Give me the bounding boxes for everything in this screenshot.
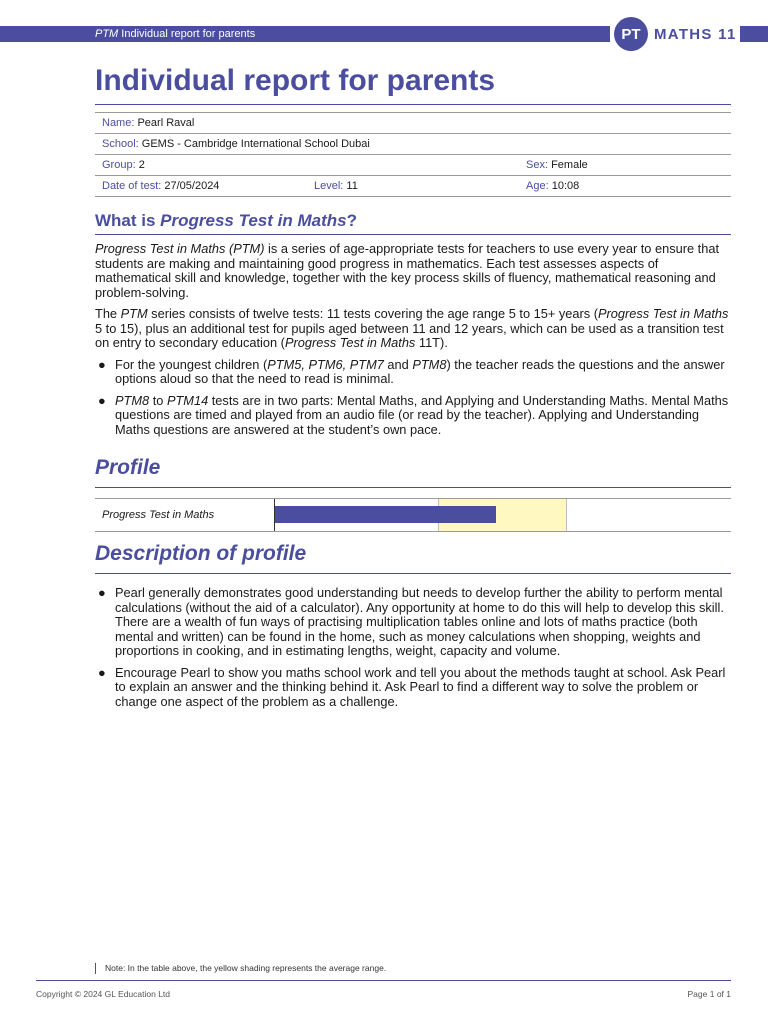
date-label: Date of test:	[102, 180, 162, 192]
bullet-icon: ●	[98, 585, 106, 600]
school-name: GEMS - Cambridge International School Dubai	[141, 138, 370, 150]
sex-label: Sex:	[526, 159, 549, 171]
student-name: Pearl Raval	[137, 117, 195, 129]
list-item	[95, 586, 733, 659]
bullet1-text-a: For the youngest children (	[115, 356, 268, 372]
page-number: Page 1 of 1	[687, 989, 731, 999]
header-title	[95, 26, 255, 42]
school-label: School:	[102, 138, 139, 150]
name-label: Name:	[102, 117, 135, 129]
profile-row-label: Progress Test in Maths	[102, 509, 215, 521]
bullet-icon: ●	[98, 664, 106, 680]
name-cell	[95, 113, 731, 134]
list-item	[95, 666, 733, 710]
level-value: 11	[346, 180, 358, 192]
paragraph-1	[95, 242, 733, 300]
para1-italic: Progress Test in Maths (PTM)	[95, 241, 265, 256]
age-label: Age:	[526, 180, 549, 192]
student-info-table	[95, 112, 731, 197]
header-bar	[0, 26, 610, 42]
heading-prefix: What is	[95, 211, 161, 230]
profile-divider	[95, 487, 731, 488]
para2-text-a: The	[95, 306, 121, 321]
heading-suffix: ?	[346, 211, 357, 230]
para1-text: is a series of age-appropriate tests for teachers to use every year to ensure that students are making and maintaining good progress in mathematics. Each test assesses aspects of mathematical skill and knowledge, together with the key process skills of fluency, mathematical reasoning and problem-solving.	[95, 241, 720, 300]
profile-heading: Profile	[95, 456, 161, 479]
bullet2-text-b: to	[149, 392, 167, 408]
list-item	[95, 394, 733, 438]
empty-cell	[307, 155, 519, 176]
profile-row	[95, 498, 731, 532]
bullet-icon: ●	[98, 356, 106, 372]
sex-value: Female	[551, 159, 588, 171]
footer-divider	[36, 980, 731, 981]
header-bar-end	[740, 26, 768, 42]
date-value: 27/05/2024	[164, 180, 220, 192]
description-divider	[95, 573, 731, 574]
bullet1-text-c: and	[383, 356, 413, 372]
para2-text-e: 5 to 15), plus an additional test for pupils aged between 11 and 12 years, which can be used as a transition test on entry to secondary education (	[95, 320, 724, 350]
heading-italic: Progress Test in Maths	[160, 211, 347, 230]
description-body	[95, 586, 733, 716]
bullet2-text-d: tests are in two parts: Mental Maths, and Applying and Understanding Maths. Mental Maths questions are timed and played from an audio file (or read by the teacher). Applying and Understanding Maths questions are answered at the student’s own pace.	[115, 392, 729, 437]
what-is-body	[95, 242, 733, 444]
para2-text-c: series consists of twelve tests: 11 tests covering the age range 5 to 15+ years (	[147, 306, 598, 321]
description-heading: Description of profile	[95, 542, 307, 565]
header-product: PTM	[95, 28, 119, 40]
what-is-heading	[95, 211, 357, 231]
section-divider	[95, 234, 731, 235]
para2-text-g: 11T).	[415, 335, 448, 350]
footer-note: Note: In the table above, the yellow shading represents the average range.	[95, 963, 386, 974]
table-row	[95, 176, 731, 197]
description-bullets	[95, 586, 733, 709]
title-divider	[95, 104, 731, 105]
group-label: Group:	[102, 159, 136, 171]
header-title-text: Individual report for parents	[118, 28, 256, 40]
description-bullet-text: Encourage Pearl to show you maths school work and tell you about the methods taught at school. Ask Pearl to explain an answer and the thinking behind it. Ask Pearl to find a different way to solve the problem or change one aspect of the problem as a challenge.	[115, 664, 726, 709]
date-cell	[95, 176, 307, 197]
list-item	[95, 358, 733, 387]
bullet1-italic-b: PTM5, PTM6, PTM7	[267, 356, 384, 372]
bullet-icon: ●	[98, 392, 106, 408]
level-label: Level:	[314, 180, 344, 192]
table-row	[95, 155, 731, 176]
para2-italic-b: PTM	[120, 306, 148, 321]
bullet2-italic-a: PTM8	[115, 392, 150, 408]
logo-badge: PT	[614, 17, 648, 51]
group-value: 2	[138, 159, 145, 171]
what-is-bullets	[95, 358, 733, 438]
bullet1-italic-d: PTM8	[412, 356, 447, 372]
school-cell	[95, 134, 731, 155]
page-title: Individual report for parents	[95, 64, 496, 97]
table-row	[95, 113, 731, 134]
level-cell	[307, 176, 519, 197]
age-value: 10:08	[551, 180, 580, 192]
group-cell	[95, 155, 307, 176]
logo-text: MATHS 11	[654, 25, 737, 43]
table-row	[95, 134, 731, 155]
para2-italic-f: Progress Test in Maths	[284, 335, 416, 350]
copyright: Copyright © 2024 GL Education Ltd	[36, 989, 171, 999]
age-cell	[519, 176, 731, 197]
bullet1-text-e: ) the teacher reads the questions and the answer options aloud so that the need to read is minimal.	[115, 356, 725, 386]
sex-cell	[519, 155, 731, 176]
paragraph-2	[95, 307, 733, 351]
para2-italic-d: Progress Test in Maths	[598, 306, 729, 321]
profile-scale	[274, 499, 730, 531]
ptm-logo	[614, 17, 737, 51]
bullet2-italic-c: PTM14	[166, 392, 209, 408]
score-bar	[275, 506, 496, 523]
description-bullet-text: Pearl generally demonstrates good understanding but needs to develop further the ability to perform mental calculations (without the aid of a calculator). Any opportunity at home to do this will help to develop this skill. There are a wealth of fun ways of practising multiplication tables online and lots of maths practice (both mental and written) can be found in the home, such as money calculations when shopping, weights and proportions in cooking, and in estimating lengths, weight, capacity and volume.	[115, 585, 724, 658]
